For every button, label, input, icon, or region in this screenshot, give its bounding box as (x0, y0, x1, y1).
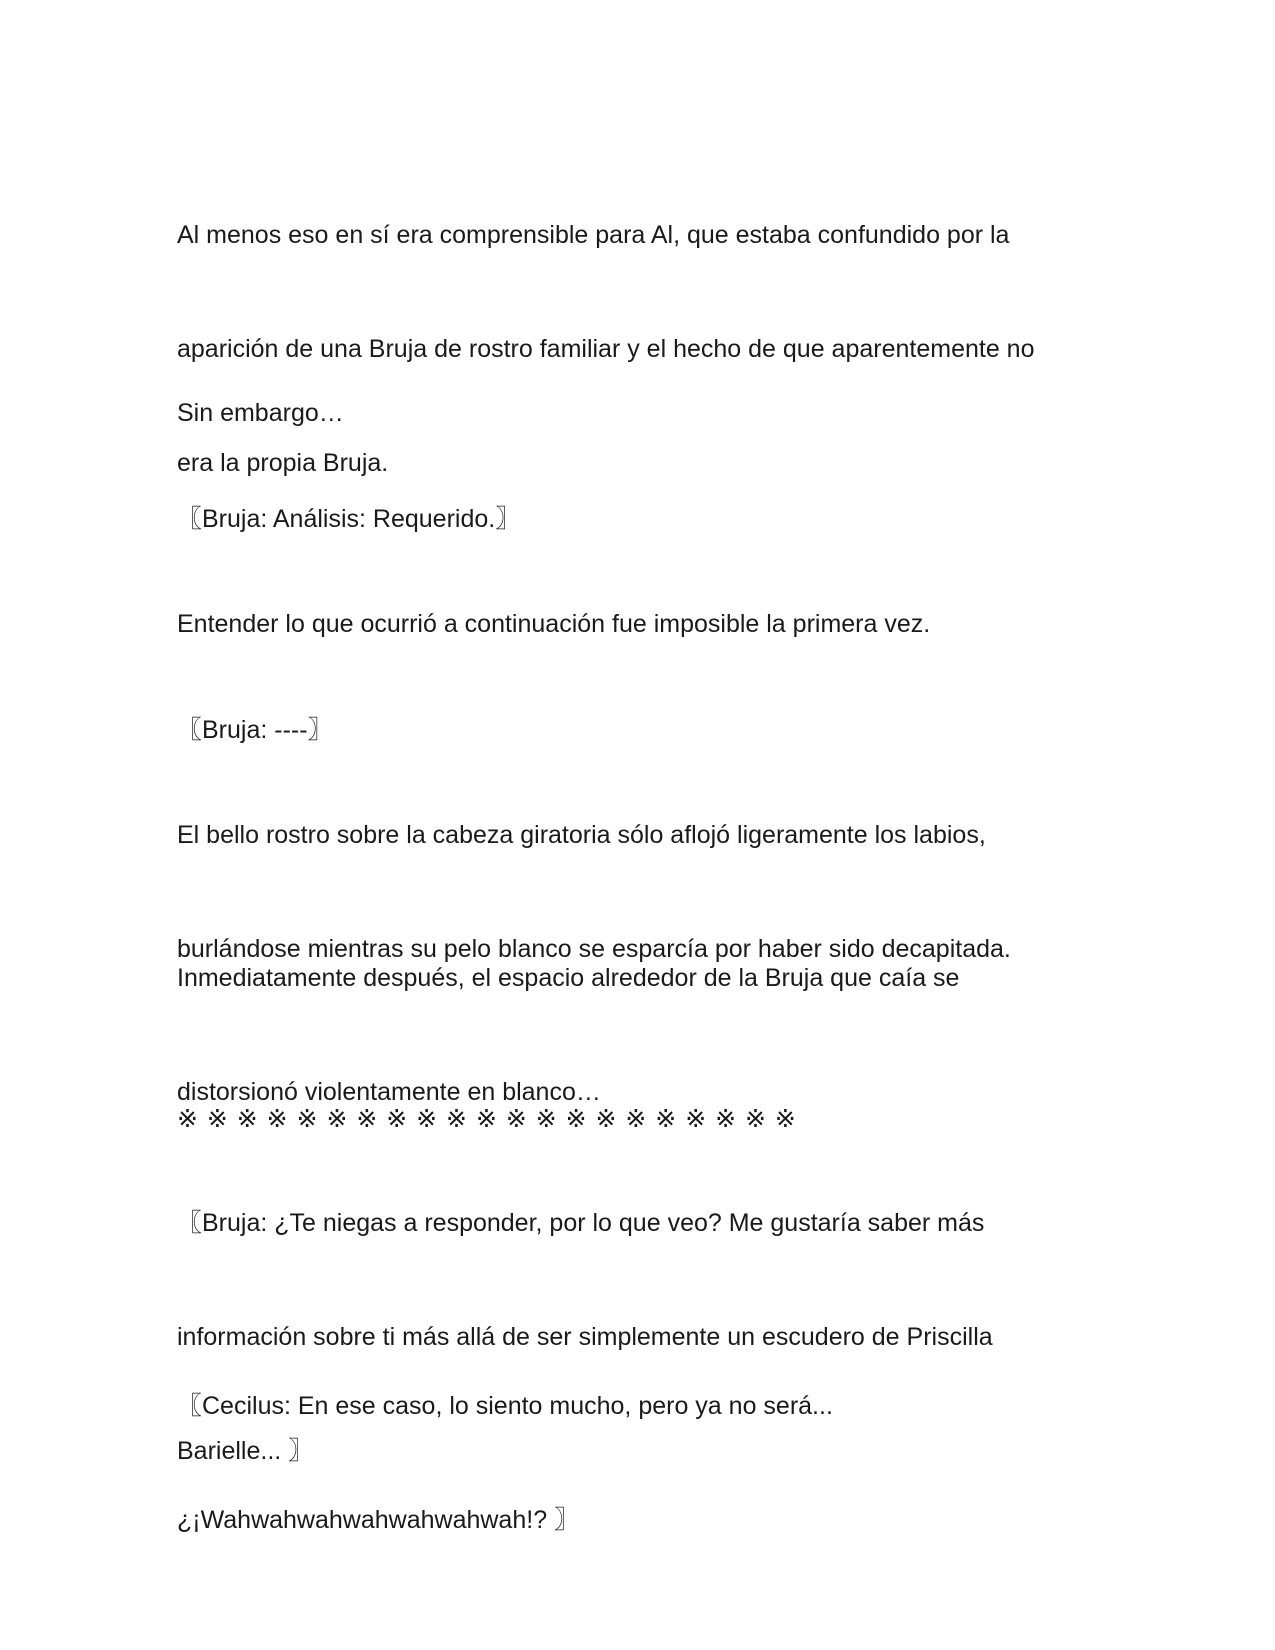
paragraph-line: era la propia Bruja. (177, 449, 389, 477)
paragraph-line: Inmediatamente después, el espacio alrededor de la Bruja que caía se (177, 964, 960, 992)
dialogue-line: 〖Bruja: ----〗 (177, 716, 333, 744)
dialogue-line: 〖Bruja: ¿Te niegas a responder, por lo que veo? Me gustaría saber más (177, 1209, 985, 1237)
paragraph-line: burlándose mientras su pelo blanco se esparcía por haber sido decapitada. (177, 935, 1011, 963)
paragraph-line: Al menos eso en sí era comprensible para Al, que estaba confundido por la (177, 221, 1010, 249)
paragraph-line: Entender lo que ocurrió a continuación fue imposible la primera vez. (177, 610, 931, 638)
dialogue-line: 〖Bruja: Análisis: Requerido.〗 (177, 505, 521, 533)
paragraph-line: El bello rostro sobre la cabeza giratoria sólo aflojó ligeramente los labios, (177, 821, 986, 849)
paragraph-line: aparición de una Bruja de rostro familiar y el hecho de que aparentemente no (177, 335, 1035, 363)
dialogue-line: ¿¡Wahwahwahwahwahwahwah!? 〗 (177, 1506, 580, 1534)
paragraph-line: Sin embargo… (177, 399, 344, 427)
dialogue-line: 〖Cecilus: En ese caso, lo siento mucho, pero ya no será... (177, 1392, 833, 1420)
dialogue-line: Barielle... 〗 (177, 1437, 314, 1465)
dialogue-cecilus (177, 1311, 1107, 1615)
paragraph-line: distorsionó violentamente en blanco… (177, 1078, 601, 1106)
dialogue-line: información sobre ti más allá de ser simplemente un escudero de Priscilla (177, 1323, 993, 1351)
separator-line: ※ ※ ※ ※ ※ ※ ※ ※ ※ ※ ※ ※ ※ ※ ※ ※ ※ ※ ※ ※ ※ (177, 1104, 797, 1133)
